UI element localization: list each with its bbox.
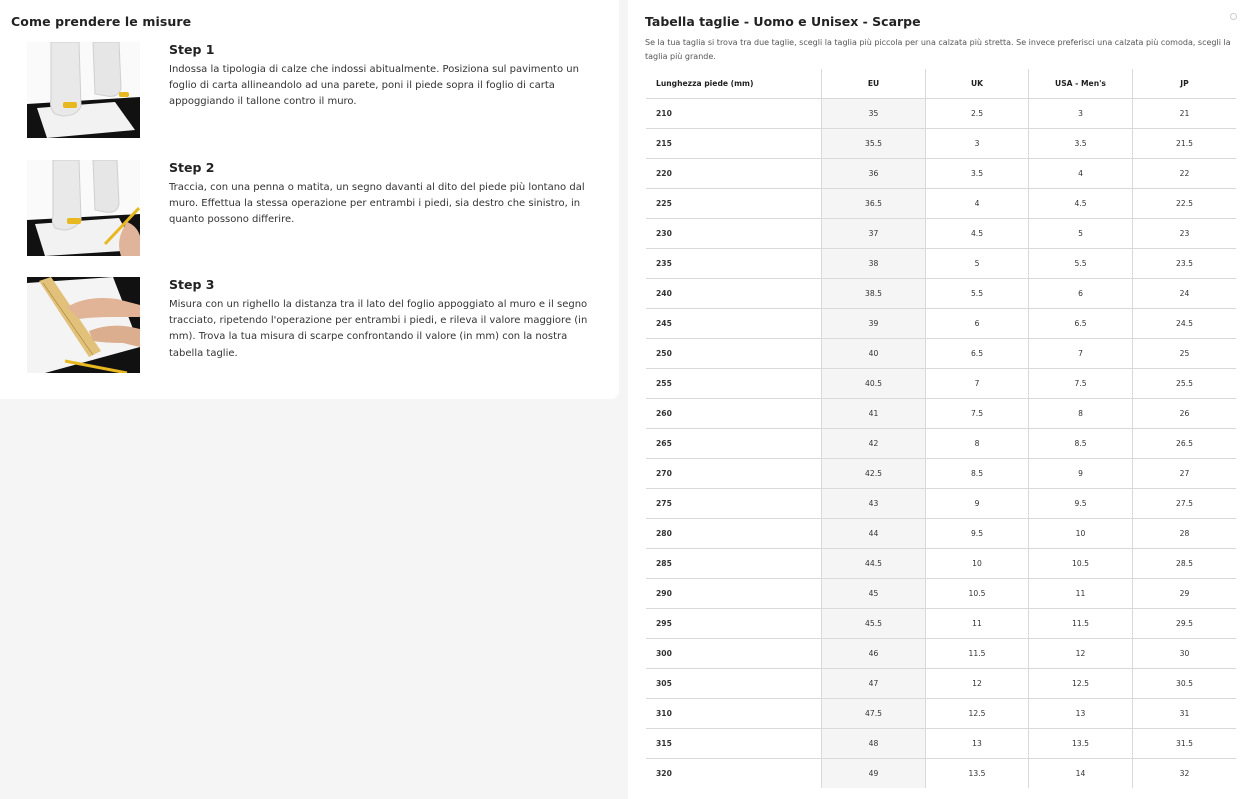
foot-length-cell: 240	[646, 279, 822, 309]
table-row	[646, 249, 1237, 279]
jp-size-cell: 27.5	[1133, 489, 1237, 519]
jp-size-cell: 27	[1133, 459, 1237, 489]
usa-size-cell: 4	[1029, 159, 1133, 189]
size-chart-panel	[628, 0, 1252, 799]
uk-size-cell: 6	[926, 309, 1029, 339]
foot-length-cell: 210	[646, 99, 822, 129]
step-3	[27, 277, 607, 374]
uk-size-cell: 8.5	[926, 459, 1029, 489]
uk-size-cell: 11.5	[926, 639, 1029, 669]
table-row	[646, 759, 1237, 789]
table-row	[646, 729, 1237, 759]
eu-size-cell: 42	[822, 429, 926, 459]
foot-length-cell: 220	[646, 159, 822, 189]
eu-size-cell: 45	[822, 579, 926, 609]
eu-size-cell: 41	[822, 399, 926, 429]
uk-size-cell: 10.5	[926, 579, 1029, 609]
step-3-text: Misura con un righello la distanza tra il lato del foglio appoggiato al muro e il segno tracciato, ripetendo l'operazione per entrambi i piedi, e rileva il valore maggiore (in mm). Trova la tua misura di scarpe confrontando il valore (in mm) con la nostra tabella taglie.	[169, 299, 588, 359]
eu-size-cell: 47	[822, 669, 926, 699]
foot-length-cell: 305	[646, 669, 822, 699]
uk-size-cell: 7	[926, 369, 1029, 399]
foot-length-cell: 270	[646, 459, 822, 489]
eu-size-cell: 37	[822, 219, 926, 249]
usa-size-cell: 10	[1029, 519, 1133, 549]
foot-on-paper-image	[27, 42, 140, 138]
uk-size-cell: 8	[926, 429, 1029, 459]
header-jp: JP	[1133, 69, 1237, 99]
table-row	[646, 699, 1237, 729]
usa-size-cell: 4.5	[1029, 189, 1133, 219]
eu-size-cell: 38.5	[822, 279, 926, 309]
jp-size-cell: 23	[1133, 219, 1237, 249]
usa-size-cell: 10.5	[1029, 549, 1133, 579]
eu-size-cell: 35.5	[822, 129, 926, 159]
usa-size-cell: 14	[1029, 759, 1133, 789]
table-row	[646, 159, 1237, 189]
usa-size-cell: 11	[1029, 579, 1133, 609]
table-row	[646, 459, 1237, 489]
jp-size-cell: 29.5	[1133, 609, 1237, 639]
table-row	[646, 99, 1237, 129]
usa-size-cell: 7.5	[1029, 369, 1133, 399]
eu-size-cell: 38	[822, 249, 926, 279]
foot-length-cell: 215	[646, 129, 822, 159]
usa-size-cell: 13	[1029, 699, 1133, 729]
foot-length-cell: 295	[646, 609, 822, 639]
table-row	[646, 639, 1237, 669]
table-row	[646, 189, 1237, 219]
foot-length-cell: 265	[646, 429, 822, 459]
table-row	[646, 369, 1237, 399]
eu-size-cell: 42.5	[822, 459, 926, 489]
eu-size-cell: 36	[822, 159, 926, 189]
uk-size-cell: 10	[926, 549, 1029, 579]
step-1	[27, 42, 607, 139]
size-chart-subtitle: Se la tua taglia si trova tra due taglie, scegli la taglia più piccola per una calzata più stretta. Se invece preferisci una calzata più comoda, scegli la taglia più grande.	[645, 38, 1231, 61]
uk-size-cell: 5	[926, 249, 1029, 279]
jp-size-cell: 25	[1133, 339, 1237, 369]
step-1-text: Indossa la tipologia di calze che indossi abitualmente. Posiziona sul pavimento un foglio di carta allineandolo ad una parete, poni il piede sopra il foglio di carta appoggiando il tallone contro il muro.	[169, 64, 579, 108]
eu-size-cell: 43	[822, 489, 926, 519]
eu-size-cell: 45.5	[822, 609, 926, 639]
jp-size-cell: 26.5	[1133, 429, 1237, 459]
foot-length-cell: 300	[646, 639, 822, 669]
usa-size-cell: 9	[1029, 459, 1133, 489]
uk-size-cell: 12.5	[926, 699, 1029, 729]
close-icon[interactable]	[1230, 13, 1237, 20]
uk-size-cell: 2.5	[926, 99, 1029, 129]
table-row	[646, 549, 1237, 579]
jp-size-cell: 30	[1133, 639, 1237, 669]
eu-size-cell: 36.5	[822, 189, 926, 219]
eu-size-cell: 44	[822, 519, 926, 549]
jp-size-cell: 29	[1133, 579, 1237, 609]
header-usa-men: USA - Men's	[1029, 69, 1133, 99]
foot-length-cell: 225	[646, 189, 822, 219]
table-row	[646, 519, 1237, 549]
uk-size-cell: 6.5	[926, 339, 1029, 369]
eu-size-cell: 49	[822, 759, 926, 789]
usa-size-cell: 3.5	[1029, 129, 1133, 159]
measure-guide-title: Come prendere le misure	[11, 14, 192, 29]
foot-length-cell: 245	[646, 309, 822, 339]
table-row	[646, 579, 1237, 609]
jp-size-cell: 24.5	[1133, 309, 1237, 339]
usa-size-cell: 11.5	[1029, 609, 1133, 639]
foot-length-cell: 310	[646, 699, 822, 729]
foot-length-cell: 285	[646, 549, 822, 579]
foot-length-cell: 290	[646, 579, 822, 609]
eu-size-cell: 39	[822, 309, 926, 339]
usa-size-cell: 8.5	[1029, 429, 1133, 459]
foot-length-cell: 235	[646, 249, 822, 279]
table-row	[646, 279, 1237, 309]
uk-size-cell: 12	[926, 669, 1029, 699]
size-chart-title: Tabella taglie - Uomo e Unisex - Scarpe	[645, 14, 921, 29]
eu-size-cell: 40	[822, 339, 926, 369]
usa-size-cell: 9.5	[1029, 489, 1133, 519]
eu-size-cell: 47.5	[822, 699, 926, 729]
eu-size-cell: 35	[822, 99, 926, 129]
usa-size-cell: 3	[1029, 99, 1133, 129]
usa-size-cell: 8	[1029, 399, 1133, 429]
table-row	[646, 429, 1237, 459]
step-2-title: Step 2	[169, 160, 215, 175]
step-2-text: Traccia, con una penna o matita, un segno davanti al dito del piede più lontano dal muro. Effettua la stessa operazione per entrambi i piedi, sia destro che sinistro, in quanto possono differire.	[169, 182, 585, 226]
jp-size-cell: 21	[1133, 99, 1237, 129]
eu-size-cell: 48	[822, 729, 926, 759]
jp-size-cell: 28.5	[1133, 549, 1237, 579]
table-row	[646, 669, 1237, 699]
uk-size-cell: 5.5	[926, 279, 1029, 309]
uk-size-cell: 3	[926, 129, 1029, 159]
jp-size-cell: 32	[1133, 759, 1237, 789]
foot-length-cell: 320	[646, 759, 822, 789]
usa-size-cell: 13.5	[1029, 729, 1133, 759]
uk-size-cell: 9	[926, 489, 1029, 519]
ruler-measure-image	[27, 277, 140, 373]
uk-size-cell: 4.5	[926, 219, 1029, 249]
table-row	[646, 609, 1237, 639]
table-row	[646, 219, 1237, 249]
jp-size-cell: 31	[1133, 699, 1237, 729]
usa-size-cell: 6.5	[1029, 309, 1133, 339]
eu-size-cell: 44.5	[822, 549, 926, 579]
foot-length-cell: 255	[646, 369, 822, 399]
jp-size-cell: 25.5	[1133, 369, 1237, 399]
uk-size-cell: 13	[926, 729, 1029, 759]
uk-size-cell: 7.5	[926, 399, 1029, 429]
eu-size-cell: 40.5	[822, 369, 926, 399]
step-3-title: Step 3	[169, 277, 215, 292]
table-row	[646, 489, 1237, 519]
step-2	[27, 160, 607, 257]
header-eu: EU	[822, 69, 926, 99]
uk-size-cell: 4	[926, 189, 1029, 219]
jp-size-cell: 23.5	[1133, 249, 1237, 279]
table-row	[646, 399, 1237, 429]
jp-size-cell: 24	[1133, 279, 1237, 309]
foot-length-cell: 250	[646, 339, 822, 369]
jp-size-cell: 22	[1133, 159, 1237, 189]
usa-size-cell: 5	[1029, 219, 1133, 249]
foot-length-cell: 230	[646, 219, 822, 249]
eu-size-cell: 46	[822, 639, 926, 669]
jp-size-cell: 31.5	[1133, 729, 1237, 759]
size-table-body	[646, 99, 1237, 789]
size-table	[645, 68, 1237, 789]
usa-size-cell: 12.5	[1029, 669, 1133, 699]
jp-size-cell: 21.5	[1133, 129, 1237, 159]
jp-size-cell: 30.5	[1133, 669, 1237, 699]
header-uk: UK	[926, 69, 1029, 99]
step-1-title: Step 1	[169, 42, 215, 57]
uk-size-cell: 11	[926, 609, 1029, 639]
table-header-row	[646, 69, 1237, 99]
usa-size-cell: 12	[1029, 639, 1133, 669]
table-row	[646, 129, 1237, 159]
foot-length-cell: 260	[646, 399, 822, 429]
table-row	[646, 339, 1237, 369]
usa-size-cell: 5.5	[1029, 249, 1133, 279]
usa-size-cell: 7	[1029, 339, 1133, 369]
pencil-mark-image	[27, 160, 140, 256]
usa-size-cell: 6	[1029, 279, 1133, 309]
jp-size-cell: 26	[1133, 399, 1237, 429]
header-foot-length: Lunghezza piede (mm)	[646, 69, 822, 99]
jp-size-cell: 28	[1133, 519, 1237, 549]
uk-size-cell: 3.5	[926, 159, 1029, 189]
jp-size-cell: 22.5	[1133, 189, 1237, 219]
foot-length-cell: 280	[646, 519, 822, 549]
foot-length-cell: 275	[646, 489, 822, 519]
foot-length-cell: 315	[646, 729, 822, 759]
table-row	[646, 309, 1237, 339]
measure-guide-panel	[0, 0, 619, 399]
uk-size-cell: 13.5	[926, 759, 1029, 789]
uk-size-cell: 9.5	[926, 519, 1029, 549]
